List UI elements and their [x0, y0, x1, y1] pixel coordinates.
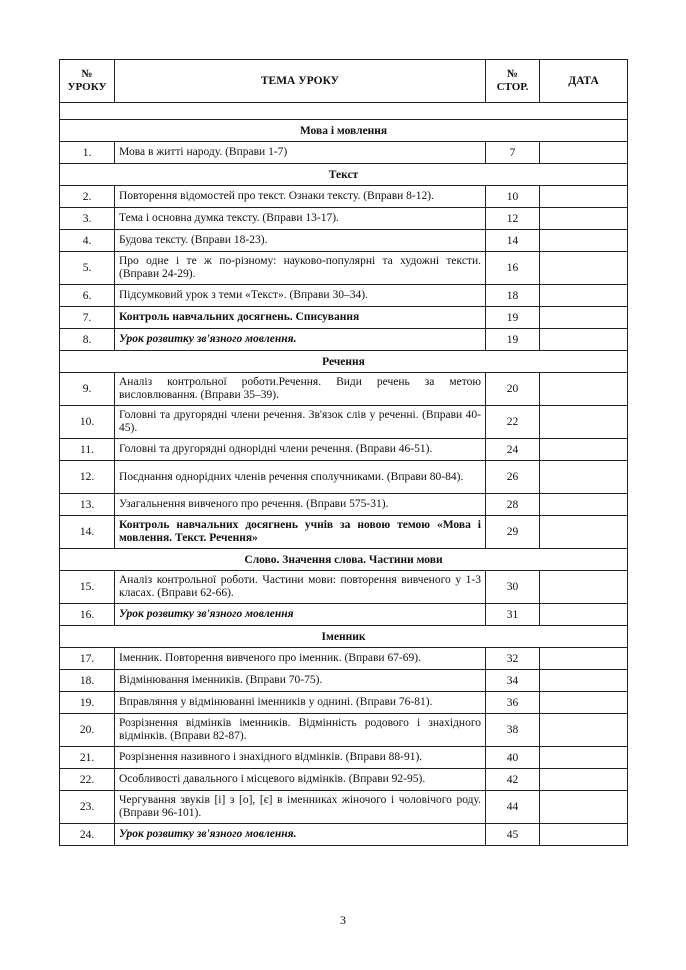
section-title: Текст: [60, 164, 628, 186]
lesson-page: 20: [486, 373, 540, 406]
lesson-topic: Головні та другорядні однорідні члени речення. (Вправи 46-51).: [115, 439, 486, 461]
spacer-cell: [60, 103, 628, 120]
lesson-page: 16: [486, 252, 540, 285]
lesson-date: [540, 714, 628, 747]
page-number: 3: [340, 913, 346, 927]
lesson-number: 20.: [60, 714, 115, 747]
lesson-date: [540, 307, 628, 329]
lesson-page: 36: [486, 692, 540, 714]
section-row: [60, 120, 628, 142]
lesson-date: [540, 285, 628, 307]
lesson-plan-table: [59, 59, 628, 846]
table-row: [60, 571, 628, 604]
table-row: [60, 714, 628, 747]
lesson-topic: Урок розвитку зв'язного мовлення: [115, 604, 486, 626]
lesson-page: 31: [486, 604, 540, 626]
lesson-date: [540, 747, 628, 769]
section-title: Речення: [60, 351, 628, 373]
lesson-number: 10.: [60, 406, 115, 439]
lesson-date: [540, 186, 628, 208]
lesson-page: 18: [486, 285, 540, 307]
table-row: [60, 648, 628, 670]
lesson-page: 34: [486, 670, 540, 692]
table-row: [60, 791, 628, 824]
lesson-number: 2.: [60, 186, 115, 208]
table-row: [60, 186, 628, 208]
lesson-date: [540, 769, 628, 791]
spacer-row: [60, 103, 628, 120]
lesson-number: 24.: [60, 824, 115, 846]
lesson-date: [540, 230, 628, 252]
section-row: [60, 549, 628, 571]
lesson-page: 24: [486, 439, 540, 461]
lesson-topic: Урок розвитку зв'язного мовлення.: [115, 824, 486, 846]
lesson-page: 42: [486, 769, 540, 791]
table-row: [60, 329, 628, 351]
lesson-number: 15.: [60, 571, 115, 604]
lesson-number: 1.: [60, 142, 115, 164]
section-title: Мова і мовлення: [60, 120, 628, 142]
table-row: [60, 461, 628, 494]
table-row: [60, 307, 628, 329]
lesson-number: 14.: [60, 516, 115, 549]
lesson-date: [540, 824, 628, 846]
table-row: [60, 824, 628, 846]
lesson-number: 13.: [60, 494, 115, 516]
lesson-topic: Тема і основна думка тексту. (Вправи 13-17).: [115, 208, 486, 230]
lesson-date: [540, 791, 628, 824]
lesson-date: [540, 516, 628, 549]
lesson-page: 38: [486, 714, 540, 747]
header-date: ДАТА: [540, 60, 628, 103]
table-row: [60, 692, 628, 714]
lesson-topic: Узагальнення вивченого про речення. (Вправи 575-31).: [115, 494, 486, 516]
table-row: [60, 142, 628, 164]
lesson-date: [540, 208, 628, 230]
lesson-date: [540, 571, 628, 604]
lesson-page: 10: [486, 186, 540, 208]
lesson-date: [540, 439, 628, 461]
lesson-page: 19: [486, 307, 540, 329]
lesson-page: 28: [486, 494, 540, 516]
section-row: [60, 351, 628, 373]
lesson-date: [540, 494, 628, 516]
lesson-page: 40: [486, 747, 540, 769]
table-row: [60, 670, 628, 692]
lesson-date: [540, 406, 628, 439]
lesson-topic: Розрізнення називного і знахідного відмінків. (Вправи 88-91).: [115, 747, 486, 769]
lesson-page: 44: [486, 791, 540, 824]
lesson-topic: Урок розвитку зв'язного мовлення.: [115, 329, 486, 351]
table-row: [60, 406, 628, 439]
lesson-date: [540, 604, 628, 626]
lesson-topic: Відмінювання іменників. (Вправи 70-75).: [115, 670, 486, 692]
table-row: [60, 230, 628, 252]
lesson-number: 23.: [60, 791, 115, 824]
section-row: [60, 164, 628, 186]
lesson-number: 5.: [60, 252, 115, 285]
lesson-number: 9.: [60, 373, 115, 406]
table-row: [60, 373, 628, 406]
lesson-topic: Розрізнення відмінків іменників. Відмінність родового і знахідного відмінків. (Вправи 82-87).: [115, 714, 486, 747]
lesson-number: 16.: [60, 604, 115, 626]
table-row: [60, 252, 628, 285]
lesson-topic: Аналіз контрольної роботи.Речення. Види речень за метою висловлювання. (Вправи 35–39).: [115, 373, 486, 406]
lesson-topic: Повторення відомостей про текст. Ознаки тексту. (Вправи 8-12).: [115, 186, 486, 208]
lesson-date: [540, 670, 628, 692]
lesson-topic: Поєднання однорідних членів речення сполучниками. (Вправи 80-84).: [115, 461, 486, 494]
section-title: Іменник: [60, 626, 628, 648]
section-row: [60, 626, 628, 648]
lesson-topic: Мова в житті народу. (Вправи 1-7): [115, 142, 486, 164]
lesson-topic: Контроль навчальних досягнень. Списування: [115, 307, 486, 329]
lesson-page: 30: [486, 571, 540, 604]
lesson-date: [540, 461, 628, 494]
lesson-topic: Підсумковий урок з теми «Текст». (Вправи 30–34).: [115, 285, 486, 307]
table-row: [60, 494, 628, 516]
lesson-topic: Контроль навчальних досягнень учнів за новою темою «Мова і мовлення. Текст. Речення»: [115, 516, 486, 549]
table-header-row: [60, 60, 628, 103]
table-row: [60, 604, 628, 626]
lesson-number: 4.: [60, 230, 115, 252]
lesson-topic: Про одне і те ж по-різному: науково-популярні та художні тексти. (Вправи 24-29).: [115, 252, 486, 285]
lesson-page: 26: [486, 461, 540, 494]
lesson-number: 11.: [60, 439, 115, 461]
lesson-number: 3.: [60, 208, 115, 230]
lesson-topic: Будова тексту. (Вправи 18-23).: [115, 230, 486, 252]
header-lesson-number: № УРОКУ: [60, 60, 115, 103]
lesson-topic: Чергування звуків [і] з [о], [є] в іменниках жіночого і чоловічого роду. (Вправи 96-101).: [115, 791, 486, 824]
lesson-date: [540, 329, 628, 351]
lesson-page: 45: [486, 824, 540, 846]
section-title: Слово. Значення слова. Частини мови: [60, 549, 628, 571]
lesson-number: 19.: [60, 692, 115, 714]
lesson-topic: Вправляння у відмінюванні іменників у однині. (Вправи 76-81).: [115, 692, 486, 714]
lesson-date: [540, 252, 628, 285]
lesson-page: 19: [486, 329, 540, 351]
lesson-topic: Аналіз контрольної роботи. Частини мови: повторення вивченого у 1-3 класах. (Вправи 62-66).: [115, 571, 486, 604]
lesson-number: 21.: [60, 747, 115, 769]
lesson-topic: Головні та другорядні члени речення. Зв'язок слів у реченні. (Вправи 40-45).: [115, 406, 486, 439]
table-row: [60, 208, 628, 230]
lesson-page: 14: [486, 230, 540, 252]
lesson-number: 8.: [60, 329, 115, 351]
table-row: [60, 769, 628, 791]
lesson-number: 7.: [60, 307, 115, 329]
table-row: [60, 439, 628, 461]
lesson-number: 18.: [60, 670, 115, 692]
table-row: [60, 285, 628, 307]
lesson-topic: Особливості давального і місцевого відмінків. (Вправи 92-95).: [115, 769, 486, 791]
lesson-number: 12.: [60, 461, 115, 494]
lesson-page: 7: [486, 142, 540, 164]
table-row: [60, 516, 628, 549]
lesson-page: 12: [486, 208, 540, 230]
lesson-number: 17.: [60, 648, 115, 670]
table-body: [60, 103, 628, 846]
lesson-page: 22: [486, 406, 540, 439]
lesson-number: 22.: [60, 769, 115, 791]
table-row: [60, 747, 628, 769]
lesson-date: [540, 692, 628, 714]
lesson-page: 32: [486, 648, 540, 670]
lesson-number: 6.: [60, 285, 115, 307]
header-page-number: № СТОР.: [486, 60, 540, 103]
lesson-topic: Іменник. Повторення вивченого про іменник. (Вправи 67-69).: [115, 648, 486, 670]
lesson-page: 29: [486, 516, 540, 549]
header-lesson-topic: ТЕМА УРОКУ: [115, 60, 486, 103]
lesson-date: [540, 373, 628, 406]
lesson-date: [540, 142, 628, 164]
lesson-date: [540, 648, 628, 670]
